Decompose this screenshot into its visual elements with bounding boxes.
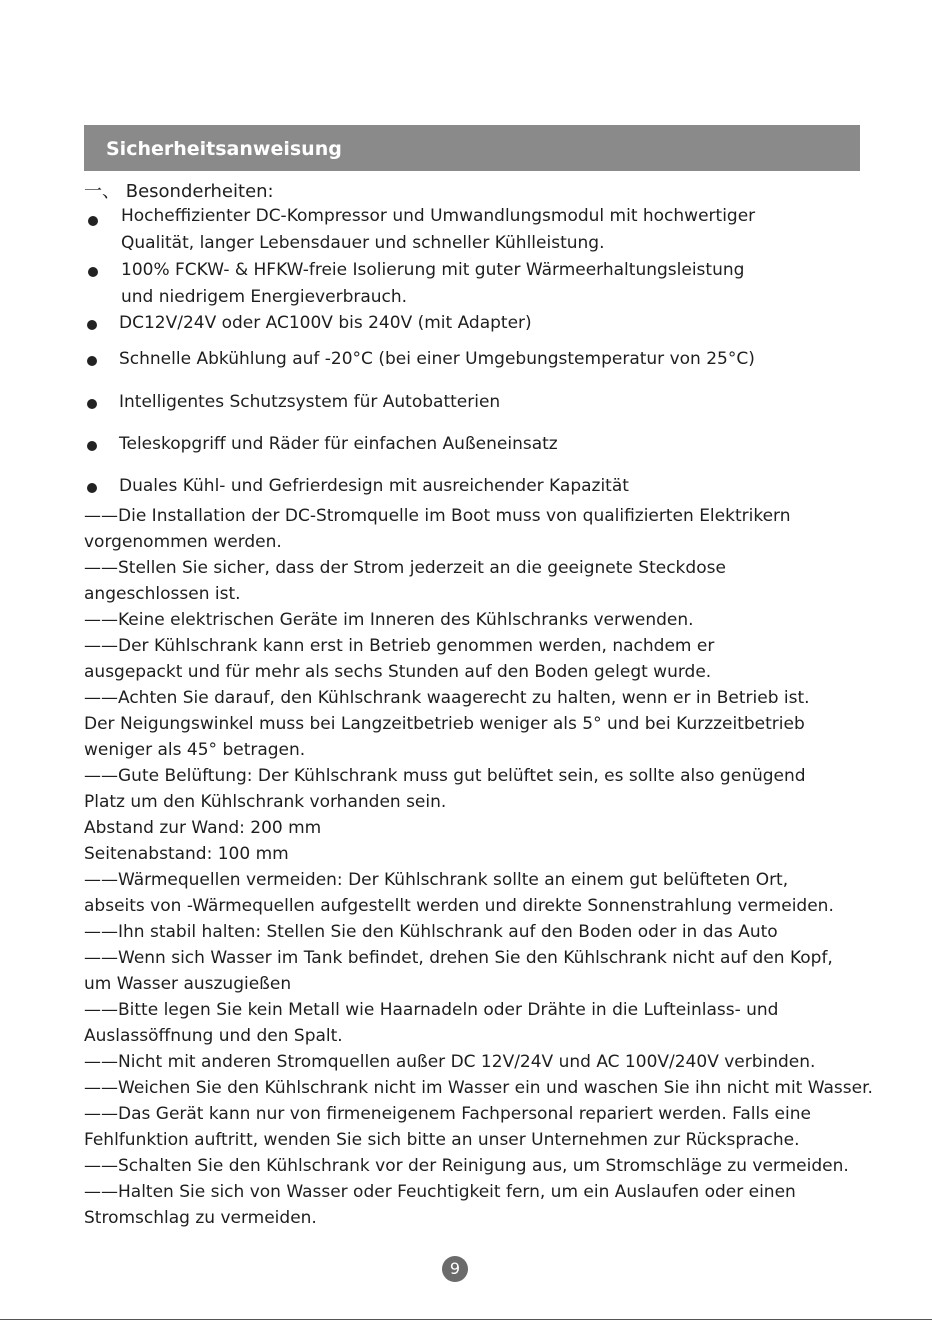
- instruction-line: ——Bitte legen Sie kein Metall wie Haarnadeln oder Drähte in die Lufteinlass- und: [84, 1000, 779, 1020]
- footer-divider: [0, 1319, 932, 1320]
- feature-text: [119, 389, 500, 416]
- bullet-icon: [87, 441, 97, 451]
- feature-text: [119, 310, 532, 337]
- bullet-icon: [87, 399, 97, 409]
- instruction-line: ——Achten Sie darauf, den Kühlschrank waagerecht zu halten, wenn er in Betrieb ist.: [84, 688, 810, 708]
- instruction-line: ——Die Installation der DC-Stromquelle im Boot muss von qualifizierten Elektrikern: [84, 506, 791, 526]
- feature-line: Schnelle Abkühlung auf -20°C (bei einer Umgebungstemperatur von 25°C): [119, 349, 755, 369]
- features-heading: 一、 Besonderheiten:: [84, 181, 274, 202]
- instruction-line: ——Weichen Sie den Kühlschrank nicht im Wasser ein und waschen Sie ihn nicht mit Wasser.: [84, 1078, 873, 1098]
- instruction-line: ausgepackt und für mehr als sechs Stunden auf den Boden gelegt wurde.: [84, 662, 712, 682]
- bullet-icon: [87, 483, 97, 493]
- instruction-line: ——Ihn stabil halten: Stellen Sie den Kühlschrank auf den Boden oder in das Auto: [84, 922, 778, 942]
- feature-line: Duales Kühl- und Gefrierdesign mit ausreichender Kapazität: [119, 476, 629, 496]
- instruction-line: ——Das Gerät kann nur von firmeneigenem Fachpersonal repariert werden. Falls eine: [84, 1104, 811, 1124]
- section-title: Sicherheitsanweisung: [106, 138, 342, 160]
- section-header-bar: [84, 125, 860, 171]
- feature-text: [119, 346, 755, 373]
- bullet-icon: [88, 267, 98, 277]
- instruction-line: ——Stellen Sie sicher, dass der Strom jederzeit an die geeignete Steckdose: [84, 558, 726, 578]
- instruction-line: ——Der Kühlschrank kann erst in Betrieb genommen werden, nachdem er: [84, 636, 715, 656]
- page-number: 9: [442, 1256, 468, 1282]
- instruction-line: ——Keine elektrischen Geräte im Inneren des Kühlschranks verwenden.: [84, 610, 694, 630]
- feature-line: 100% FCKW- & HFKW-freie Isolierung mit guter Wärmeerhaltungsleistung: [121, 260, 745, 280]
- feature-text: [119, 431, 558, 458]
- feature-line: Teleskopgriff und Räder für einfachen Außeneinsatz: [119, 434, 558, 454]
- instruction-line: Platz um den Kühlschrank vorhanden sein.: [84, 792, 447, 812]
- instruction-line: ——Wärmequellen vermeiden: Der Kühlschrank sollte an einem gut belüfteten Ort,: [84, 870, 789, 890]
- instruction-line: abseits von -Wärmequellen aufgestellt werden und direkte Sonnenstrahlung vermeiden.: [84, 896, 834, 916]
- instruction-line: ——Halten Sie sich von Wasser oder Feuchtigkeit fern, um ein Auslaufen oder einen: [84, 1182, 796, 1202]
- instruction-line: Abstand zur Wand: 200 mm: [84, 818, 322, 838]
- instruction-line: ——Wenn sich Wasser im Tank befindet, drehen Sie den Kühlschrank nicht auf den Kopf,: [84, 948, 833, 968]
- instruction-line: um Wasser auszugießen: [84, 974, 292, 994]
- feature-text: [119, 473, 629, 500]
- feature-line: Hocheffizienter DC-Kompressor und Umwandlungsmodul mit hochwertiger: [121, 206, 756, 226]
- instruction-line: Fehlfunktion auftritt, wenden Sie sich bitte an unser Unternehmen zur Rücksprache.: [84, 1130, 800, 1150]
- feature-line: DC12V/24V oder AC100V bis 240V (mit Adapter): [119, 313, 532, 333]
- instruction-line: Seitenabstand: 100 mm: [84, 844, 289, 864]
- instruction-line: Stromschlag zu vermeiden.: [84, 1208, 317, 1228]
- bullet-icon: [87, 356, 97, 366]
- instruction-line: vorgenommen werden.: [84, 532, 282, 552]
- instruction-line: weniger als 45° betragen.: [84, 740, 306, 760]
- instruction-line: ——Nicht mit anderen Stromquellen außer DC 12V/24V und AC 100V/240V verbinden.: [84, 1052, 816, 1072]
- feature-text: [121, 257, 744, 310]
- feature-line: und niedrigem Energieverbrauch.: [121, 286, 408, 307]
- bullet-icon: [87, 320, 97, 330]
- feature-text: [121, 203, 755, 256]
- instruction-line: Der Neigungswinkel muss bei Langzeitbetrieb weniger als 5° und bei Kurzzeitbetrieb: [84, 714, 805, 734]
- instruction-line: angeschlossen ist.: [84, 584, 241, 604]
- safety-instructions: [84, 503, 924, 1231]
- instruction-line: ——Schalten Sie den Kühlschrank vor der Reinigung aus, um Stromschläge zu vermeiden.: [84, 1156, 849, 1176]
- feature-line: Qualität, langer Lebensdauer und schneller Kühlleistung.: [121, 232, 605, 253]
- feature-line: Intelligentes Schutzsystem für Autobatterien: [119, 392, 501, 412]
- bullet-icon: [88, 216, 98, 226]
- instruction-line: Auslassöffnung und den Spalt.: [84, 1026, 343, 1046]
- instruction-line: ——Gute Belüftung: Der Kühlschrank muss gut belüftet sein, es sollte also genügend: [84, 766, 806, 786]
